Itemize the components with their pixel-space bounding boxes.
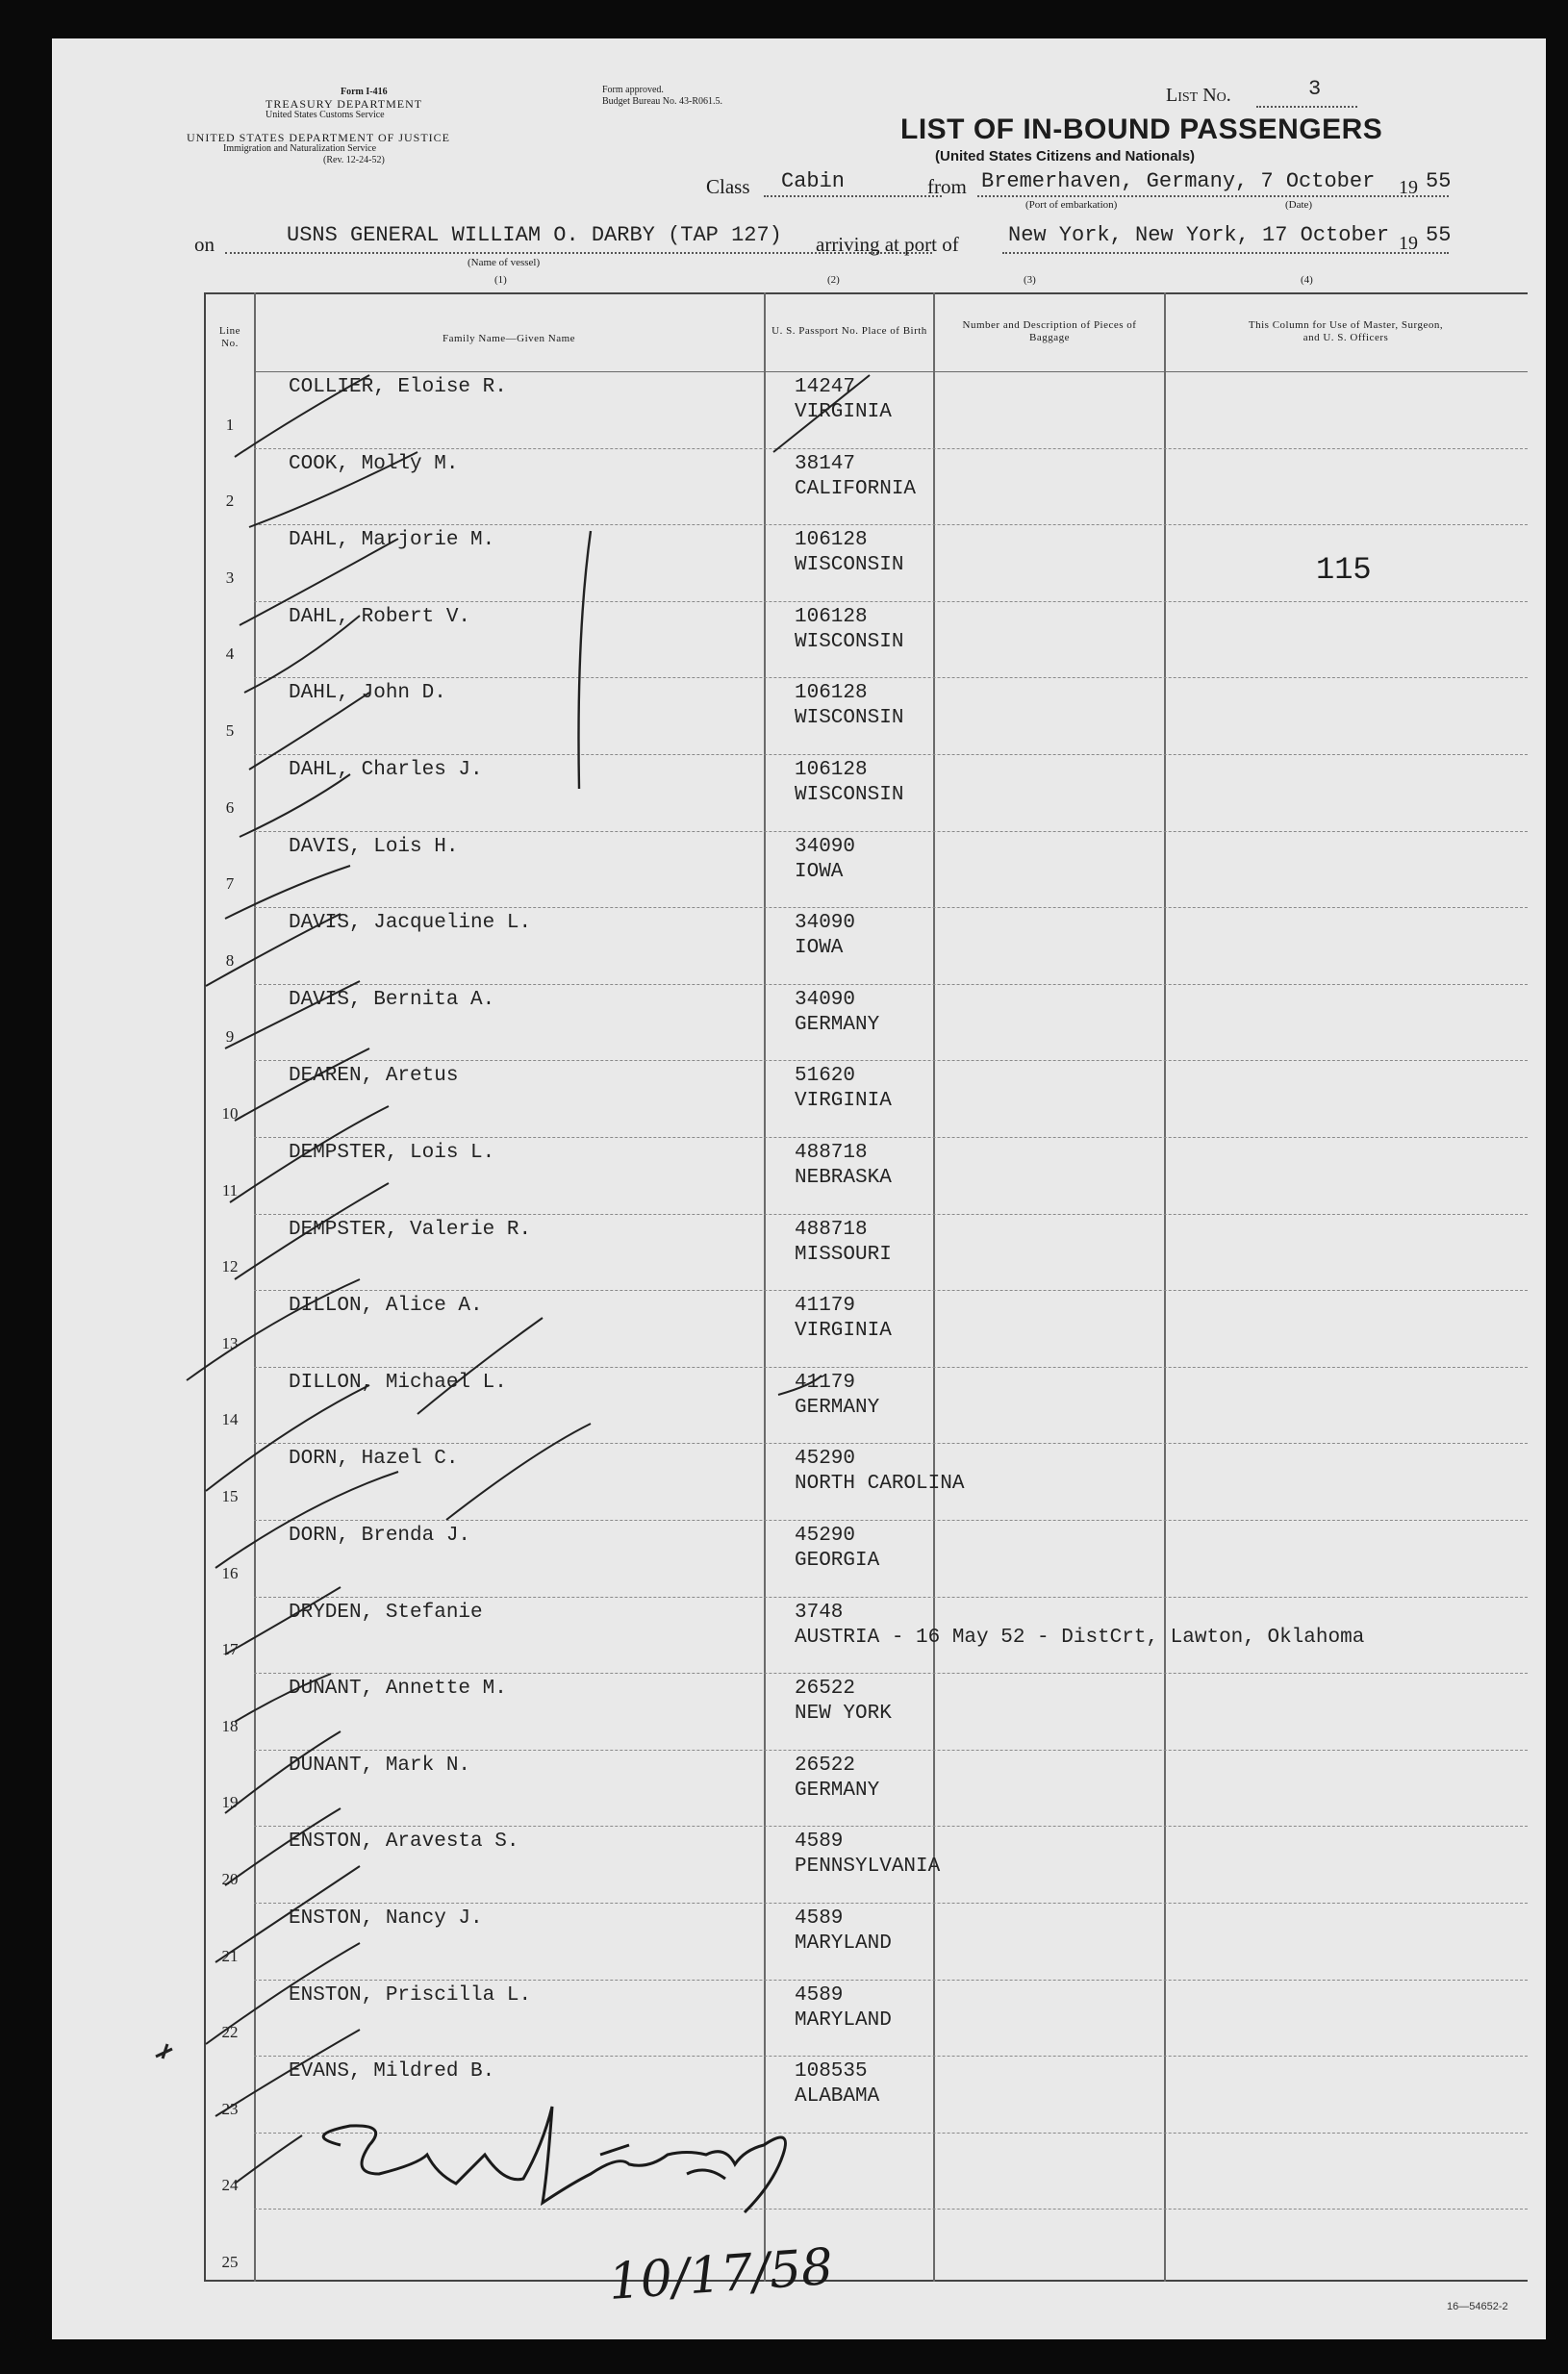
passport-number: 4589	[795, 1983, 844, 2007]
place-of-birth: NORTH CAROLINA	[795, 1473, 965, 1496]
line-number: 15	[221, 1487, 239, 1505]
officer-note: 115	[1316, 552, 1372, 588]
passport-number: 41179	[795, 1295, 856, 1318]
passport-number: 106128	[795, 759, 868, 781]
line-number: 16	[221, 1563, 239, 1582]
place-of-birth: WISCONSIN	[795, 554, 904, 577]
passenger-name: ENSTON, Priscilla L.	[289, 1983, 532, 2007]
place-of-birth: GERMANY	[795, 1396, 880, 1419]
from-year-prefix: 19	[1399, 177, 1418, 198]
passenger-name: DEAREN, Aretus	[289, 1065, 459, 1088]
line-number: 1	[225, 415, 235, 434]
passport-number: 106128	[795, 682, 868, 705]
passenger-name: DAVIS, Bernita A.	[289, 988, 495, 1011]
place-of-birth: VIRGINIA	[795, 1090, 892, 1113]
line-number: 3	[225, 568, 235, 587]
passport-number: 488718	[795, 1218, 868, 1241]
passport-number: 4589	[795, 1907, 844, 1930]
place-of-birth: WISCONSIN	[795, 630, 904, 653]
line-number: 24	[221, 2176, 239, 2195]
line-number: 17	[221, 1640, 239, 1659]
passport-number: 14247	[795, 376, 856, 398]
pen-marks	[52, 38, 1546, 2339]
immigration-service: Immigration and Naturalization Service	[223, 143, 377, 154]
date-caption: (Date)	[1285, 199, 1313, 211]
form-approved: Form approved.	[602, 85, 664, 95]
place-of-birth: VIRGINIA	[795, 1320, 892, 1343]
place-of-birth: NEW YORK	[795, 1703, 892, 1726]
budget-bureau: Budget Bureau No. 43-R061.5.	[602, 96, 722, 107]
header-baggage: Number and Description of Pieces of Baggage	[962, 319, 1137, 343]
vessel-caption: (Name of vessel)	[468, 257, 541, 268]
place-of-birth: MISSOURI	[795, 1243, 892, 1266]
passport-number: 41179	[795, 1371, 856, 1394]
passport-number: 106128	[795, 605, 868, 628]
place-of-birth: CALIFORNIA	[795, 477, 917, 500]
arrival-year-prefix: 19	[1399, 233, 1418, 254]
passport-number: 108535	[795, 2060, 868, 2084]
line-number: 4	[225, 644, 235, 664]
from-value: Bremerhaven, Germany, 7 October	[981, 169, 1376, 193]
passenger-name: ENSTON, Nancy J.	[289, 1907, 483, 1930]
column-number-2: (2)	[827, 274, 840, 286]
passenger-name: DAHL, Charles J.	[289, 759, 483, 781]
passport-number: 38147	[795, 452, 856, 475]
line-number: 7	[225, 874, 235, 894]
treasury-dept: TREASURY DEPARTMENT	[266, 97, 423, 111]
passport-number: 26522	[795, 1754, 856, 1777]
passenger-name: DUNANT, Mark N.	[289, 1754, 471, 1777]
passport-number: 45290	[795, 1525, 856, 1547]
passport-number: 34090	[795, 988, 856, 1011]
class-value: Cabin	[781, 169, 846, 193]
line-number: 20	[221, 1870, 239, 1888]
class-label: Class	[706, 175, 750, 198]
place-of-birth: VIRGINIA	[795, 401, 892, 423]
header-line-no: Line No.	[218, 325, 241, 349]
passenger-name: DAVIS, Lois H.	[289, 835, 459, 858]
page-title: LIST OF IN-BOUND PASSENGERS	[900, 114, 1383, 145]
passenger-name: DAHL, Marjorie M.	[289, 529, 495, 552]
from-year: 55	[1426, 169, 1452, 193]
passenger-name: DUNANT, Annette M.	[289, 1678, 507, 1701]
port-caption: (Port of embarkation)	[1025, 199, 1118, 211]
line-number: 2	[225, 492, 235, 511]
page-subtitle: (United States Citizens and Nationals)	[935, 148, 1196, 164]
signature-image	[283, 2087, 898, 2337]
vessel-name: USNS GENERAL WILLIAM O. DARBY (TAP 127)	[287, 223, 782, 247]
passenger-name: DAHL, Robert V.	[289, 605, 471, 628]
passenger-name: DAHL, John D.	[289, 682, 446, 705]
passport-number: 3748	[795, 1601, 844, 1624]
form-sheet	[52, 38, 1546, 2339]
line-number: 9	[225, 1027, 235, 1047]
place-of-birth: PENNSYLVANIA	[795, 1856, 941, 1879]
passenger-name: DORN, Hazel C.	[289, 1448, 459, 1471]
passport-number: 34090	[795, 835, 856, 858]
line-number: 21	[221, 1946, 239, 1965]
place-of-birth: WISCONSIN	[795, 784, 904, 806]
justice-dept: UNITED STATES DEPARTMENT OF JUSTICE	[187, 131, 451, 144]
passenger-name: DRYDEN, Stefanie	[289, 1601, 483, 1624]
passenger-name: EVANS, Mildred B.	[289, 2060, 495, 2084]
header-officers: This Column for Use of Master, Surgeon, and U. S. Officers	[1248, 319, 1444, 343]
passport-number: 106128	[795, 529, 868, 552]
passenger-name: DEMPSTER, Lois L.	[289, 1142, 495, 1164]
revision-date: (Rev. 12-24-52)	[323, 155, 385, 165]
column-number-1: (1)	[494, 274, 507, 286]
customs-service: United States Customs Service	[266, 110, 385, 120]
place-of-birth: NEBRASKA	[795, 1167, 892, 1189]
line-number: 18	[221, 1716, 239, 1735]
place-of-birth: WISCONSIN	[795, 707, 904, 730]
passport-number: 4589	[795, 1831, 844, 1854]
header-passport: U. S. Passport No. Place of Birth	[771, 325, 927, 337]
passenger-name: DAVIS, Jacqueline L.	[289, 912, 532, 935]
passport-number: 488718	[795, 1142, 868, 1164]
passenger-name: COLLIER, Eloise R.	[289, 376, 507, 398]
header-name: Family Name—Given Name	[442, 333, 576, 344]
passport-number: 45290	[795, 1448, 856, 1471]
passenger-name: DILLON, Alice A.	[289, 1295, 483, 1318]
column-number-3: (3)	[1024, 274, 1036, 286]
passenger-name: DILLON, Michael L.	[289, 1371, 507, 1394]
passenger-name: DEMPSTER, Valerie R.	[289, 1218, 532, 1241]
place-of-birth: MARYLAND	[795, 1932, 892, 1955]
line-number: 19	[221, 1793, 239, 1812]
place-of-birth: AUSTRIA - 16 May 52 - DistCrt, Lawton, Oklahoma	[795, 1626, 1365, 1649]
line-number: 25	[221, 2253, 239, 2271]
place-of-birth: MARYLAND	[795, 2008, 892, 2032]
place-of-birth: IOWA	[795, 937, 844, 960]
line-number: 12	[221, 1257, 239, 1276]
line-number: 8	[225, 950, 235, 970]
line-number: 6	[225, 797, 235, 817]
arrival-value: New York, New York, 17 October	[1008, 223, 1390, 247]
from-label: from	[927, 175, 967, 198]
on-label: on	[194, 233, 215, 256]
form-number: Form I-416	[341, 87, 388, 97]
list-no-label: List No.	[1166, 85, 1231, 106]
column-number-4: (4)	[1301, 274, 1313, 286]
line-number: 10	[221, 1104, 239, 1123]
place-of-birth: IOWA	[795, 860, 844, 883]
passenger-name: DORN, Brenda J.	[289, 1525, 471, 1547]
passport-number: 34090	[795, 912, 856, 935]
arriving-label: arriving at port of	[816, 233, 959, 256]
place-of-birth: ALABAMA	[795, 2085, 880, 2109]
line-number: 5	[225, 721, 235, 740]
line-number: 23	[221, 2099, 239, 2118]
line-number: 22	[221, 2023, 239, 2042]
place-of-birth: GERMANY	[795, 1013, 880, 1036]
passenger-name: ENSTON, Aravesta S.	[289, 1831, 519, 1854]
arrival-year: 55	[1426, 223, 1452, 247]
place-of-birth: GERMANY	[795, 1779, 880, 1802]
line-number: 14	[221, 1410, 239, 1429]
line-number: 11	[221, 1180, 239, 1200]
footer-code: 16—54652-2	[1447, 2301, 1508, 2312]
passport-number: 51620	[795, 1065, 856, 1088]
passenger-name: COOK, Molly M.	[289, 452, 459, 475]
line-number: 13	[221, 1333, 239, 1352]
handwritten-date: 10/17/58	[606, 2237, 835, 2311]
passport-number: 26522	[795, 1678, 856, 1701]
place-of-birth: GEORGIA	[795, 1550, 880, 1572]
list-no-value: 3	[1308, 77, 1322, 101]
